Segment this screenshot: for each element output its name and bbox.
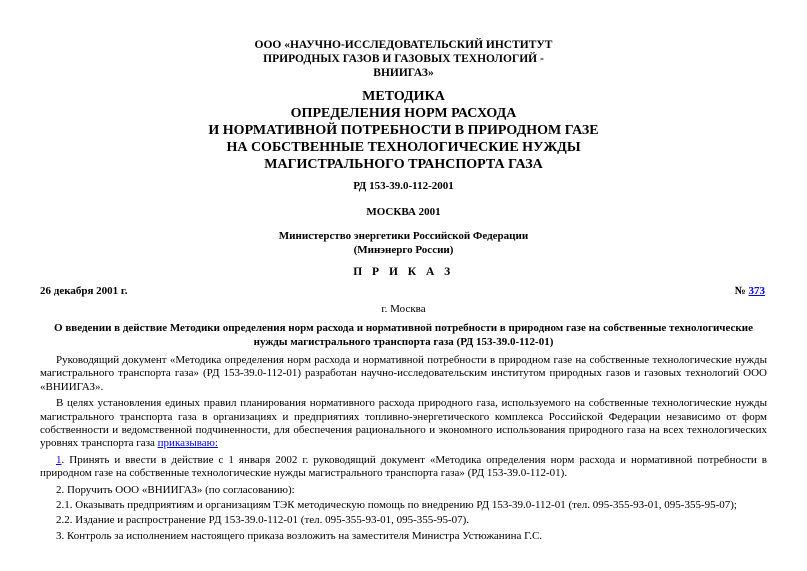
item-1-link[interactable]: 1 xyxy=(56,453,62,466)
paragraph xyxy=(40,454,767,481)
org-line: ООО «НАУЧНО-ИССЛЕДОВАТЕЛЬСКИЙ ИНСТИТУТ xyxy=(254,39,553,51)
subject-line: О введении в действие Методики определения норм расхода и нормативной потребности в природном газе на собственные технологические xyxy=(54,322,753,334)
order-place: г. Москва xyxy=(381,303,426,315)
order-heading: П Р И К А З xyxy=(353,266,454,278)
ministry-name: Министерство энергетики Российской Федерации xyxy=(278,230,529,242)
document-code: РД 153-39.0-112-2001 xyxy=(353,180,454,192)
order-body xyxy=(40,354,767,545)
document-title xyxy=(0,88,807,173)
paragraph: 3. Контроль за исполнением настоящего приказа возложить на заместителя Министра Устюжанина Г.С. xyxy=(56,529,543,542)
ministry-block xyxy=(0,230,807,257)
order-link[interactable]: приказываю: xyxy=(157,437,218,450)
title-line: И НОРМАТИВНОЙ ПОТРЕБНОСТИ В ПРИРОДНОМ ГАЗЕ xyxy=(208,123,599,138)
ministry-abbrev: (Минэнерго России) xyxy=(353,243,454,256)
title-line: МЕТОДИКА xyxy=(362,89,445,104)
order-number-prefix: № xyxy=(734,285,749,297)
title-line: НА СОБСТВЕННЫЕ ТЕХНОЛОГИЧЕСКИЕ НУЖДЫ xyxy=(226,140,581,155)
org-line: ПРИРОДНЫХ ГАЗОВ И ГАЗОВЫХ ТЕХНОЛОГИЙ - xyxy=(263,53,544,65)
title-line: ОПРЕДЕЛЕНИЯ НОРМ РАСХОДА xyxy=(290,106,517,121)
paragraph-text: В целях установления единых правил планирования нормативного расхода природного газа, используемого на собственные технологические нужды магистрального транспорта газа в организациях и предприятиях топливно-энергетического комплекса Российской Федерации независимо от форм собственности и ведомственной подчиненности, для обеспечения рационального и экономного использования природного газа на всех технологических уровнях транспорта газа xyxy=(40,397,767,450)
org-line: ВНИИГАЗ» xyxy=(373,67,434,79)
title-line: МАГИСТРАЛЬНОГО ТРАНСПОРТА ГАЗА xyxy=(264,157,543,172)
paragraph-text: . Принять и ввести в действие с 1 января 2002 г. руководящий документ «Методика определения норм расхода и нормативной потребности в природном газе на собственные технологические нужды магистрального транспорта газа» (РД 153-39.0-112-01). xyxy=(40,453,767,480)
paragraph: Руководящий документ «Методика определения норм расхода и нормативной потребности в природном газе на собственные технологические нужды магистрального транспорта газа» (РД 153-39.0-112-01) разработан научно-исследовательским институтом природных газов и газовых технологий ООО «ВНИИГАЗ». xyxy=(40,354,767,393)
paragraph: 2. Поручить ООО «ВНИИГАЗ» (по согласованию): xyxy=(56,483,295,496)
organization-header xyxy=(0,38,807,80)
paragraph xyxy=(40,397,767,451)
paragraph: 2.2. Издание и распространение РД 153-39.0-112-01 (тел. 095-355-93-01, 095-355-95-07). xyxy=(56,514,470,527)
order-subject xyxy=(40,322,767,349)
city-year: МОСКВА 2001 xyxy=(366,206,441,218)
subject-line: нужды магистрального транспорта газа (РД 153-39.0-112-01) xyxy=(253,335,554,348)
paragraph: 2.1. Оказывать предприятиям и организациям ТЭК методическую помощь по внедрению РД 153-39.0-112-01 (тел. 095-355-93-01, 095-355-95-07); xyxy=(56,499,737,512)
order-number-link[interactable]: 373 xyxy=(748,285,765,297)
order-date: 26 декабря 2001 г. xyxy=(40,285,128,297)
order-number xyxy=(735,285,765,297)
